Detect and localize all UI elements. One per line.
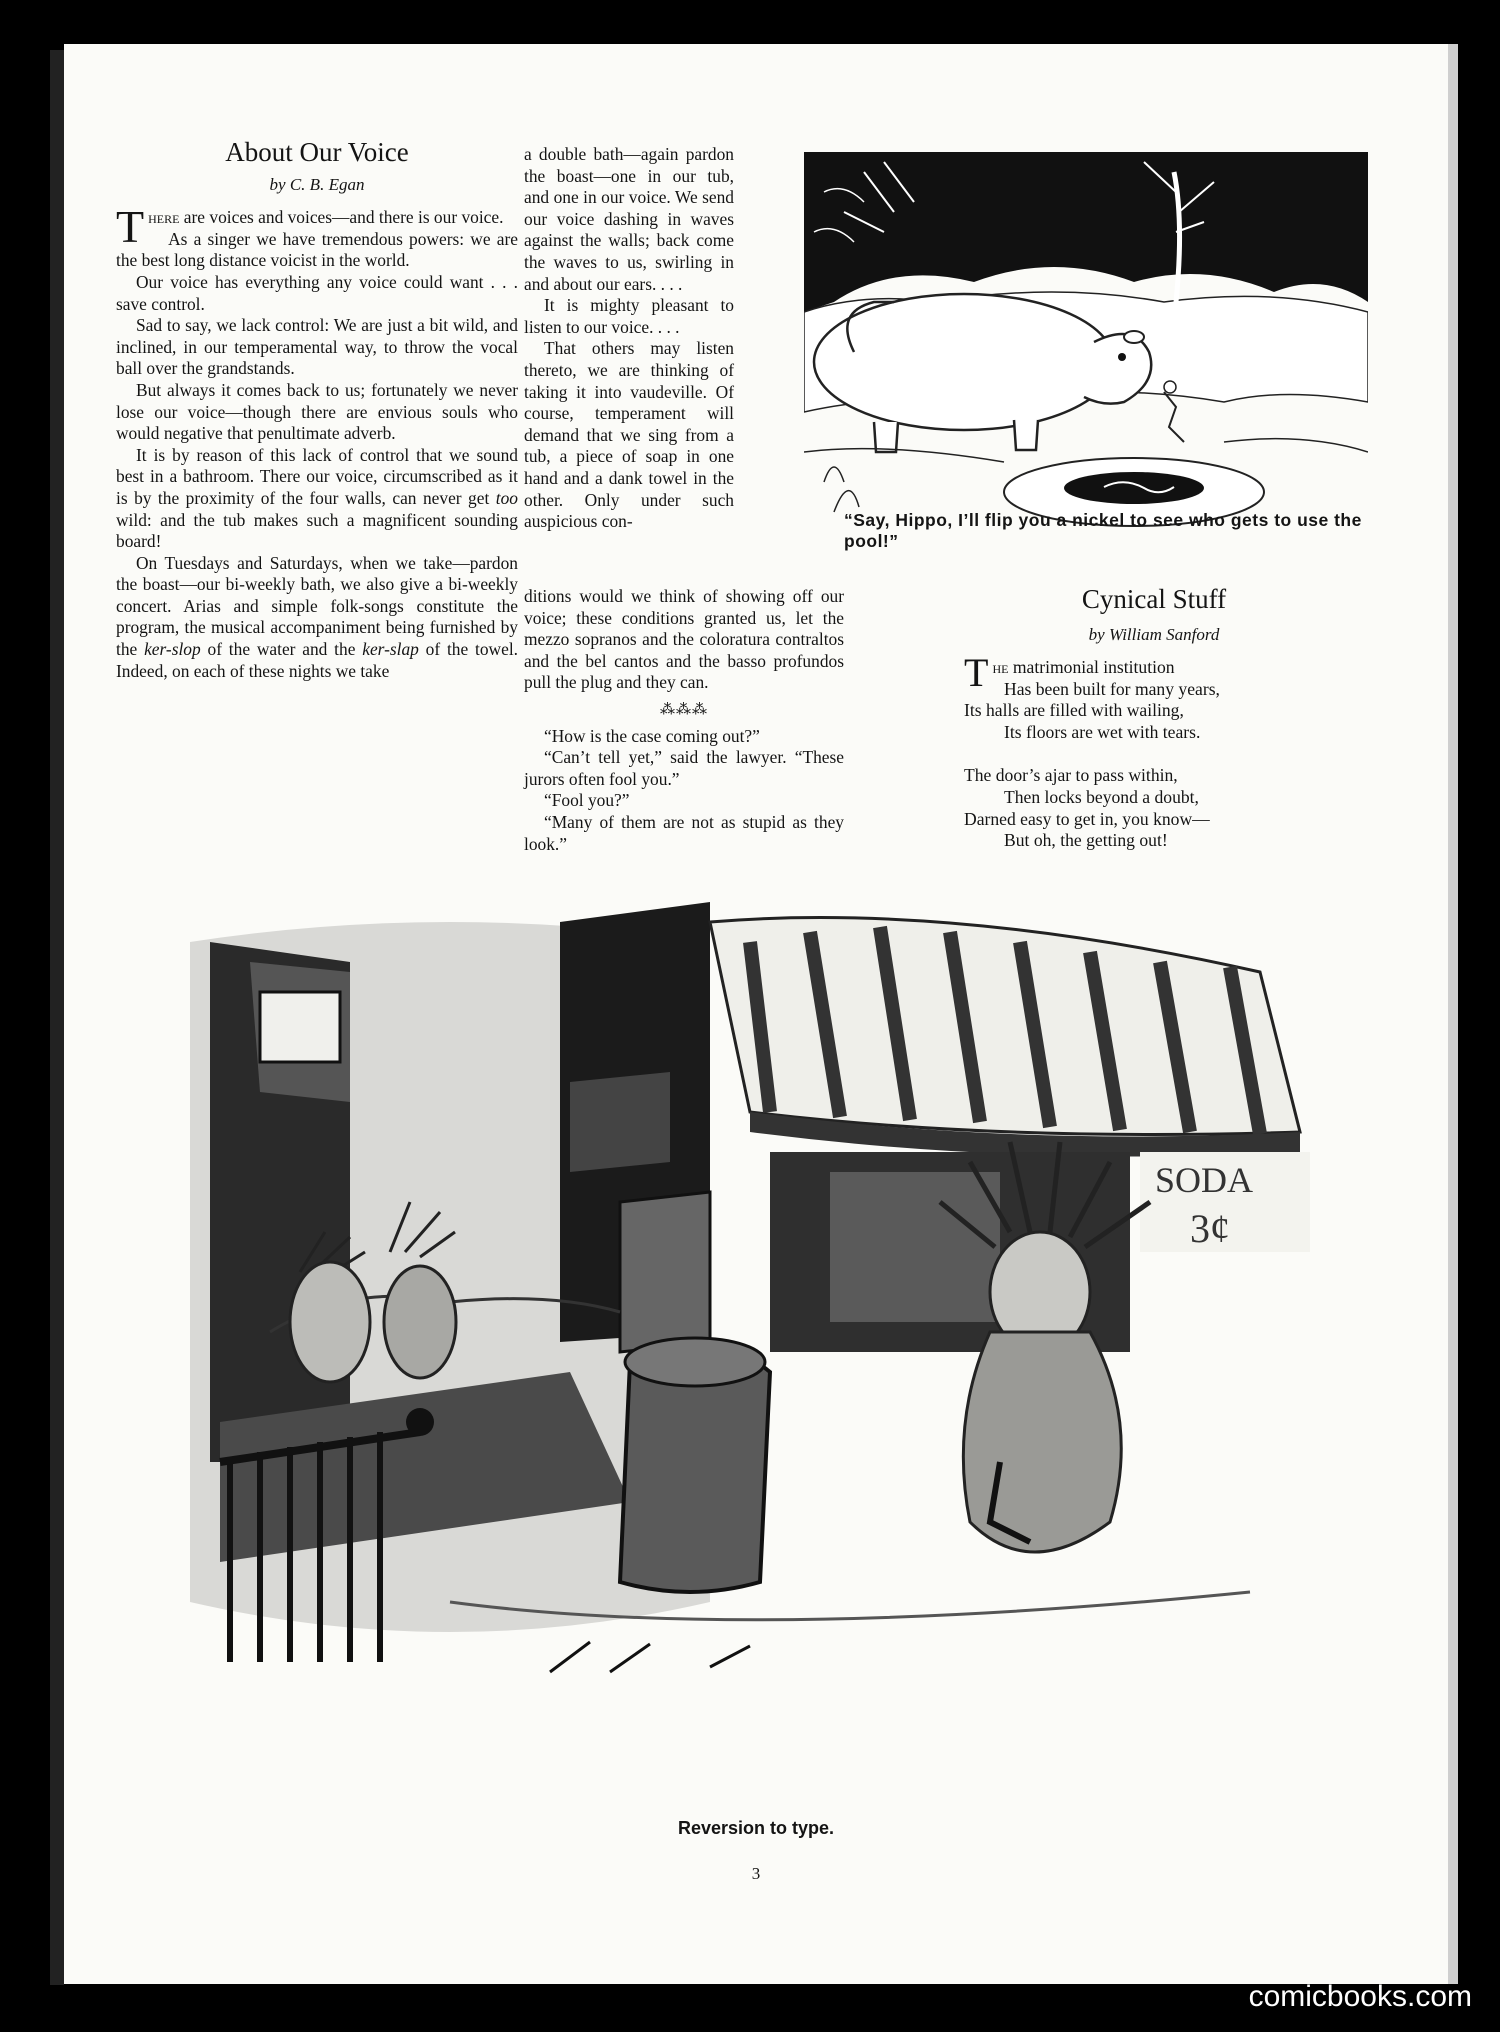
paragraph: But always it comes back to us; fortunately we never lose our voice—though there are envious souls who would negative that penultimate adverb. — [116, 379, 518, 444]
street-sketch-illustration — [150, 902, 1362, 1692]
article-continuation-wide — [524, 586, 844, 855]
lead-smallcaps: here — [148, 207, 180, 228]
poem-body — [964, 650, 1344, 852]
text-run: wild: and the tub makes such a magnificent sounding board! — [116, 509, 518, 552]
drop-cap: T — [964, 650, 989, 695]
poem-title: Cynical Stuff — [1081, 584, 1227, 614]
hippo-cartoon — [804, 152, 1368, 548]
scan-frame-left — [0, 0, 50, 2032]
poem-line: Darned easy to get in, you know— — [964, 808, 1210, 829]
poem-line: But oh, the getting out! — [1004, 830, 1168, 851]
emphasis: too — [495, 487, 518, 508]
poem-line: Then locks beyond a doubt, — [1004, 786, 1199, 807]
poem-line: Its halls are filled with wailing, — [964, 700, 1184, 721]
page-number: 3 — [751, 1864, 761, 1883]
joke-line: “How is the case coming out?” — [544, 725, 760, 746]
joke-line: “Can’t tell yet,” said the lawyer. “These jurors often fool you.” — [524, 747, 844, 789]
paragraph — [116, 445, 518, 553]
paragraph: It is mighty pleasant to listen to our voice. . . . — [524, 295, 734, 337]
text-run: On Tuesdays and Saturdays, when we take—pardon the boast—our bi-weekly bath, we also give a bi-weekly concert. Arias and simple folk-songs constitute the program, the musical accompaniment being furnished by the — [116, 552, 518, 660]
article-title: About Our Voice — [225, 137, 409, 167]
joke-line: “Many of them are not as stupid as they look.” — [524, 811, 844, 854]
emphasis: ker-slap — [362, 639, 419, 660]
shop-sign-price: 3¢ — [1190, 1206, 1230, 1251]
poem-byline: by William Sanford — [1088, 625, 1220, 644]
poem-smallcaps: he — [992, 657, 1009, 677]
paragraph: ditions would we think of showing off our voice; these conditions granted us, let the mezzo sopranos and the coloratura contraltos and the bel cantos and the basso profundos pull the plug and they can. — [524, 586, 844, 693]
lead-rest: are voices and voices—and there is our voice. — [179, 207, 504, 228]
shop-sign-soda: SODA — [1155, 1160, 1254, 1200]
section-ornament: ⁂⁂⁂ — [660, 701, 708, 718]
paragraph: a double bath—again pardon the boast—one in our tub, and one in our voice. We send our voice dashing in waves against the walls; back come the waves to us, swirling in and about our ears. . . . — [524, 144, 734, 294]
stanza-break — [964, 743, 1344, 765]
poem-line: Has been built for many years, — [1004, 678, 1220, 699]
page-edge — [1448, 44, 1458, 1984]
text-run: It is by reason of this lack of control that we sound best in a bathroom. There our voice, circumscribed as it is by the proximity of the four walls, can never get — [116, 444, 518, 508]
poem-cynical-stuff — [964, 584, 1344, 852]
paragraph — [116, 553, 518, 683]
text-run: of the towel. Indeed, on each of these nights we take — [116, 639, 519, 681]
hippo-caption: “Say, Hippo, I’ll flip you a nickel to see who gets to use the pool!” — [844, 510, 1362, 551]
paragraph: As a singer we have tremendous powers: we are the best long distance voicist in the world. — [116, 228, 518, 271]
paragraph: Our voice has everything any voice could want . . . save control. — [116, 271, 518, 314]
drop-cap: T — [116, 201, 145, 253]
text-run: of the water and the — [200, 639, 363, 660]
poem-line: The door’s ajar to pass within, — [964, 765, 1178, 786]
poem-line: Its floors are wet with tears. — [1004, 721, 1201, 742]
joke-line: “Fool you?” — [544, 790, 630, 811]
book-gutter — [50, 50, 64, 1985]
article-about-our-voice — [116, 137, 519, 682]
paragraph: That others may listen thereto, we are thinking of taking it into vaudeville. Of course, temperament will demand that we sing from a tub, a piece of soap in one hand and a dank towel in the other. Only under such auspicious con- — [524, 338, 734, 532]
article-byline: by C. B. Egan — [269, 174, 365, 194]
watermark: comicbooks.com — [1248, 1980, 1472, 2013]
magazine-page — [64, 44, 1448, 1984]
emphasis: ker-slop — [144, 639, 201, 660]
paragraph: Sad to say, we lack control: We are just a bit wild, and inclined, in our temperamental way, to throw the vocal ball over the grandstands. — [116, 315, 518, 379]
poem-first-rest: matrimonial institution — [1008, 657, 1175, 677]
sketch-caption: Reversion to type. — [677, 1818, 835, 1838]
article-continuation — [524, 144, 734, 533]
